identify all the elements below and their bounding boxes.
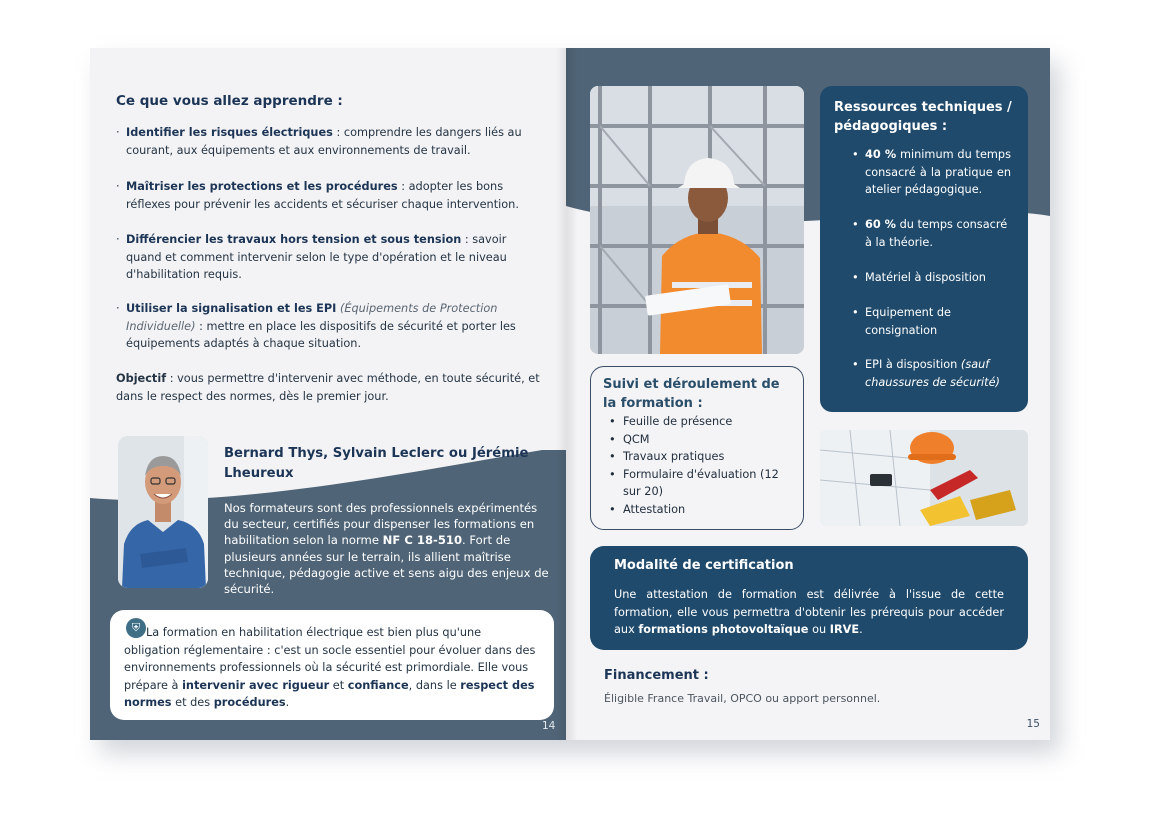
list-item: • Formulaire d'évaluation (12 sur 20) [609, 466, 799, 501]
learning-item: · Maîtriser les protections et les procédures : adopter les bons réflexes pour prévenir les accidents et sécuriser chaque intervention. [116, 180, 519, 211]
left-page [90, 48, 566, 740]
certification-text: Une attestation de formation est délivrée à l'issue de cette formation, elle vous permettra d'obtenir les prérequis pour accéder aux formations photovoltaïque ou IRVE. [614, 588, 1004, 636]
list-item: • Attestation [609, 501, 799, 519]
worker-photo [590, 86, 804, 354]
trainer-photo [118, 436, 208, 588]
book-spine [556, 48, 578, 740]
resource-item: • 60 % du temps consacré à la théorie. [852, 218, 1008, 249]
list-item: • Feuille de présence [609, 413, 799, 431]
page-number: 14 [542, 720, 556, 732]
trainer-description: Nos formateurs sont des professionnels expérimentés du secteur, certifiés pour dispenser les formations en habilitation selon la norme NF C 18-510. Fort de plusieurs années sur le terrain, ils allient maîtrise technique, pédagogie active et sens aigu des enjeux de sécurité. [224, 501, 549, 597]
financement-title: Financement : [604, 668, 709, 683]
certification-title: Modalité de certification [614, 558, 794, 573]
objective: Objectif : vous permettre d'intervenir avec méthode, en toute sécurité, et dans le respect des normes, dès le premier jour. [116, 372, 540, 403]
shield-badge-icon: ⛨ [126, 618, 146, 638]
resource-item: • 40 % minimum du temps consacré à la pratique en atelier pédagogique. [852, 148, 1011, 196]
trainer-names: Bernard Thys, Sylvain Leclerc ou Jérémie Lheureux [224, 446, 529, 481]
right-page [566, 48, 1050, 740]
resources-card [820, 86, 1028, 412]
resource-item: • EPI à disposition (sauf chaussures de sécurité) [852, 358, 1000, 389]
suivi-list [609, 413, 799, 518]
page-number: 15 [1026, 718, 1040, 730]
certification-card [590, 546, 1028, 650]
suivi-title: Suivi et déroulement de la formation : [603, 377, 780, 411]
section-title: Ce que vous allez apprendre : [116, 93, 343, 109]
list-item: • Travaux pratiques [609, 448, 799, 466]
suivi-card [590, 366, 804, 530]
list-item: • QCM [609, 431, 799, 449]
resources-title: Ressources techniques / pédagogiques : [834, 100, 1012, 134]
info-card [110, 610, 554, 720]
learning-item: · Utiliser la signalisation et les EPI (Équipements de Protection Individuelle) : mettre en place les dispositifs de sécurité et porter les équipements adaptés à chaque situation. [116, 302, 516, 350]
tools-photo [820, 430, 1028, 526]
info-text: La formation en habilitation électrique est bien plus qu'une obligation réglementaire : c'est un socle essentiel pour évoluer dans des environnements professionnels où la sécurité est primordiale. Elle vous prépare à intervenir avec rigueur et confiance, dans le respect des normes et des procédures. [124, 626, 536, 709]
resource-item: • Equipement de consignation [852, 306, 951, 337]
learning-item: · Identifier les risques électriques : comprendre les dangers liés au courant, aux équipements et aux environnements de travail. [116, 126, 522, 157]
resource-item: • Matériel à disposition [852, 271, 986, 284]
learning-item: · Différencier les travaux hors tension et sous tension : savoir quand et comment intervenir selon le type d'opération et le niveau d'habilitation requis. [116, 233, 507, 281]
financement-text: Éligible France Travail, OPCO ou apport personnel. [604, 692, 881, 705]
